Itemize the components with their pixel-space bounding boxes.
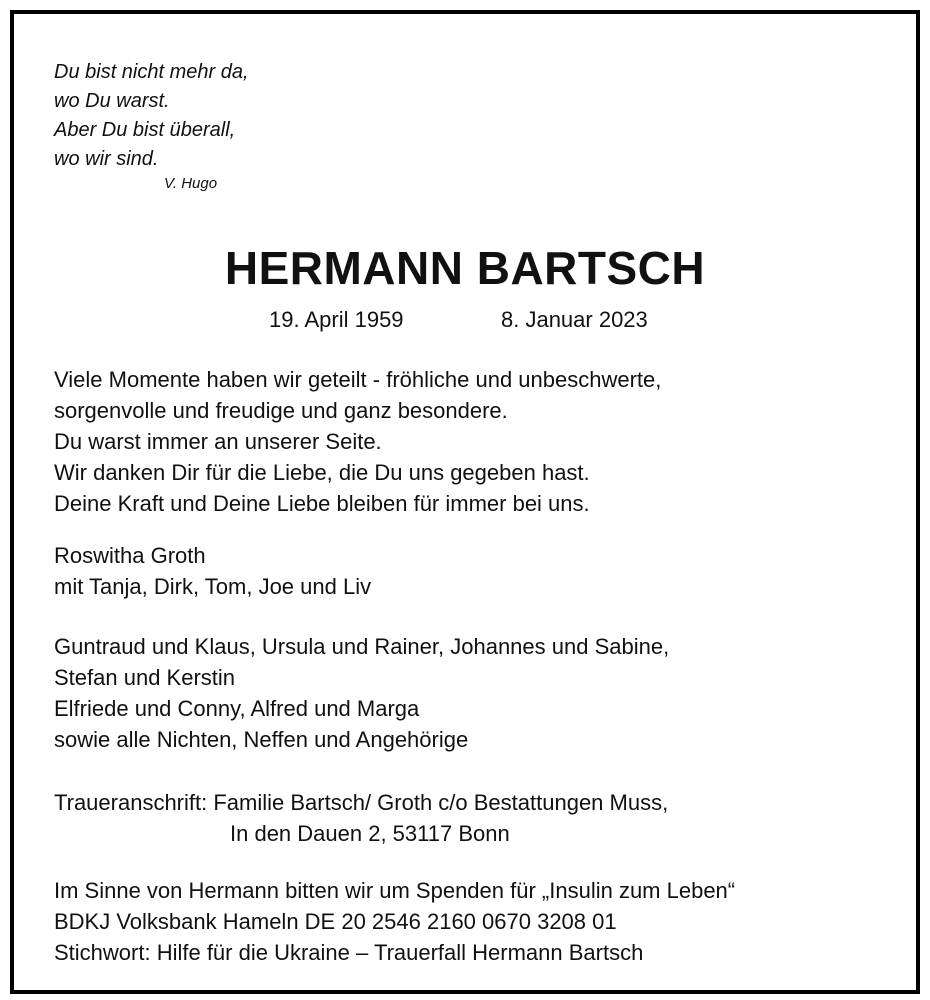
mourner-line: mit Tanja, Dirk, Tom, Joe und Liv: [54, 574, 372, 599]
tribute-text: [54, 364, 661, 519]
epigraph-quote: [54, 58, 249, 174]
relatives: [54, 631, 669, 755]
tribute-line: Wir danken Dir für die Liebe, die Du uns gegeben hast.: [54, 460, 590, 485]
relatives-line: Stefan und Kerstin: [54, 665, 236, 690]
quote-line: wo Du warst.: [54, 90, 170, 112]
relatives-line: sowie alle Nichten, Neffen und Angehörige: [54, 727, 469, 752]
address-line: In den Dauen 2, 53117 Bonn: [230, 821, 510, 846]
mourning-address: [54, 787, 668, 849]
donation-line: Im Sinne von Hermann bitten wir um Spenden für „Insulin zum Leben“: [54, 878, 736, 903]
death-date: 8. Januar 2023: [501, 307, 648, 332]
mourner-line: Roswitha Groth: [54, 543, 206, 568]
bank-details: BDKJ Volksbank Hameln DE 20 2546 2160 0670 3208 01: [54, 909, 617, 934]
tribute-line: Deine Kraft und Deine Liebe bleiben für immer bei uns.: [54, 491, 590, 516]
relatives-line: Elfriede und Conny, Alfred und Marga: [54, 696, 420, 721]
donation-request: [54, 875, 735, 968]
tribute-line: Du warst immer an unserer Seite.: [54, 429, 382, 454]
quote-author: V. Hugo: [164, 175, 218, 192]
birth-date: 19. April 1959: [269, 307, 404, 332]
primary-mourners: [54, 540, 371, 602]
obituary-notice: [10, 10, 920, 994]
tribute-line: sorgenvolle und freudige und ganz besondere.: [54, 398, 508, 423]
address-line: Traueranschrift: Familie Bartsch/ Groth c/o Bestattungen Muss,: [54, 790, 669, 815]
tribute-line: Viele Momente haben wir geteilt - fröhliche und unbeschwerte,: [54, 367, 662, 392]
relatives-line: Guntraud und Klaus, Ursula und Rainer, Johannes und Sabine,: [54, 634, 670, 659]
quote-line: Aber Du bist überall,: [54, 119, 236, 141]
deceased-name: HERMANN BARTSCH: [224, 242, 706, 294]
donation-keyword: Stichwort: Hilfe für die Ukraine – Trauerfall Hermann Bartsch: [54, 940, 644, 965]
quote-line: wo wir sind.: [54, 148, 159, 170]
quote-line: Du bist nicht mehr da,: [54, 61, 249, 83]
